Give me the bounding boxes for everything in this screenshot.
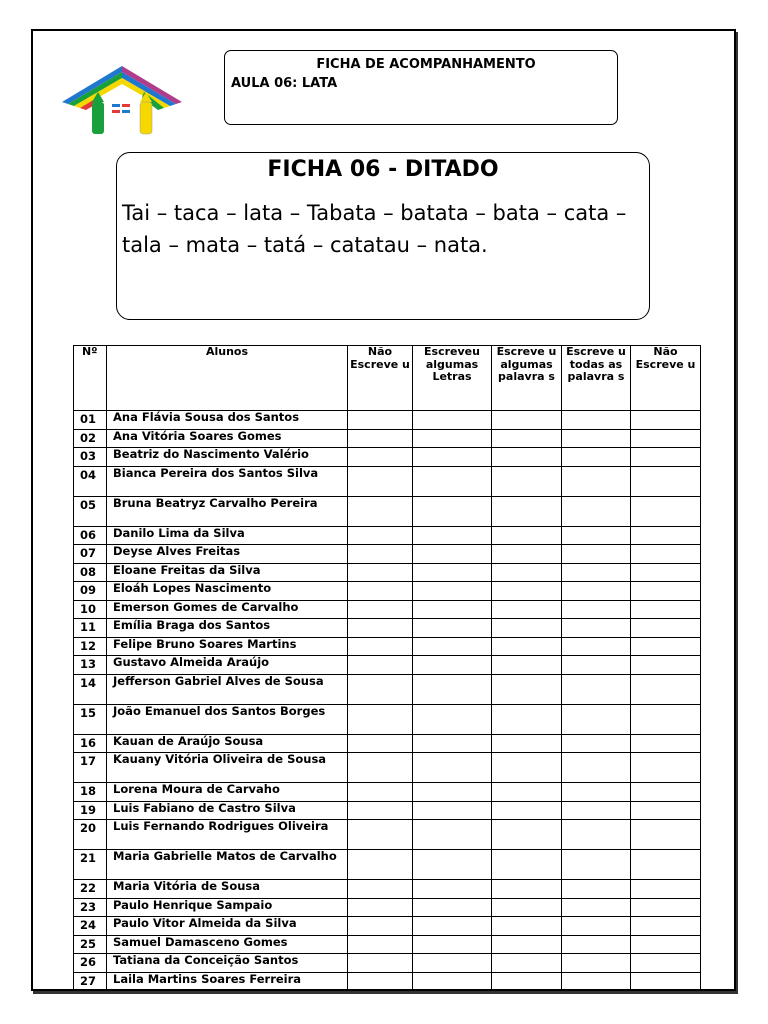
row-number: 21 xyxy=(74,850,107,880)
student-name: Ana Flávia Sousa dos Santos xyxy=(107,411,348,430)
dictation-box xyxy=(116,152,650,320)
cell-all-words[interactable] xyxy=(562,753,631,783)
table-row xyxy=(74,545,701,564)
cell-some-letters[interactable] xyxy=(413,753,492,783)
row-number: 10 xyxy=(74,600,107,619)
student-name: Paulo Henrique Sampaio xyxy=(107,898,348,917)
cell-all-words[interactable] xyxy=(562,972,631,991)
cell-some-words[interactable] xyxy=(492,753,562,783)
row-number: 18 xyxy=(74,783,107,802)
cell-some-letters[interactable] xyxy=(413,801,492,820)
table-row xyxy=(74,637,701,656)
cell-did-not-write[interactable] xyxy=(348,783,413,802)
row-number: 22 xyxy=(74,880,107,899)
cell-all-words[interactable] xyxy=(562,674,631,704)
cell-some-letters[interactable] xyxy=(413,411,492,430)
cell-did-not-write-2[interactable] xyxy=(631,753,701,783)
cell-did-not-write-2[interactable] xyxy=(631,954,701,973)
cell-some-words[interactable] xyxy=(492,783,562,802)
cell-some-letters[interactable] xyxy=(413,935,492,954)
row-number: 27 xyxy=(74,972,107,991)
cell-some-words[interactable] xyxy=(492,734,562,753)
cell-did-not-write[interactable] xyxy=(348,545,413,564)
cell-some-words[interactable] xyxy=(492,880,562,899)
cell-did-not-write[interactable] xyxy=(348,674,413,704)
cell-all-words[interactable] xyxy=(562,429,631,448)
cell-did-not-write-2[interactable] xyxy=(631,917,701,936)
cell-did-not-write[interactable] xyxy=(348,619,413,638)
cell-did-not-write-2[interactable] xyxy=(631,582,701,601)
cell-some-letters[interactable] xyxy=(413,917,492,936)
cell-did-not-write[interactable] xyxy=(348,526,413,545)
cell-did-not-write-2[interactable] xyxy=(631,820,701,850)
student-name: Emerson Gomes de Carvalho xyxy=(107,600,348,619)
student-name: Eloane Freitas da Silva xyxy=(107,563,348,582)
student-name: Lorena Moura de Carvaho xyxy=(107,783,348,802)
cell-did-not-write[interactable] xyxy=(348,801,413,820)
table-row xyxy=(74,411,701,430)
cell-some-words[interactable] xyxy=(492,801,562,820)
student-name: Beatriz do Nascimento Valério xyxy=(107,448,348,467)
row-number: 01 xyxy=(74,411,107,430)
cell-some-words[interactable] xyxy=(492,448,562,467)
table-row xyxy=(74,898,701,917)
cell-some-words[interactable] xyxy=(492,704,562,734)
cell-all-words[interactable] xyxy=(562,917,631,936)
cell-did-not-write[interactable] xyxy=(348,496,413,526)
cell-some-words[interactable] xyxy=(492,954,562,973)
table-row xyxy=(74,429,701,448)
cell-all-words[interactable] xyxy=(562,466,631,496)
cell-did-not-write[interactable] xyxy=(348,563,413,582)
cell-all-words[interactable] xyxy=(562,898,631,917)
header-number: Nº xyxy=(74,346,107,411)
table-row xyxy=(74,466,701,496)
cell-did-not-write-2[interactable] xyxy=(631,801,701,820)
cell-all-words[interactable] xyxy=(562,411,631,430)
cell-some-words[interactable] xyxy=(492,600,562,619)
cell-did-not-write-2[interactable] xyxy=(631,619,701,638)
cell-all-words[interactable] xyxy=(562,656,631,675)
cell-did-not-write-2[interactable] xyxy=(631,935,701,954)
cell-all-words[interactable] xyxy=(562,704,631,734)
cell-some-words[interactable] xyxy=(492,582,562,601)
row-number: 24 xyxy=(74,917,107,936)
cell-did-not-write-2[interactable] xyxy=(631,448,701,467)
cell-did-not-write-2[interactable] xyxy=(631,880,701,899)
cell-all-words[interactable] xyxy=(562,600,631,619)
cell-did-not-write[interactable] xyxy=(348,972,413,991)
cell-some-words[interactable] xyxy=(492,496,562,526)
student-name: Bianca Pereira dos Santos Silva xyxy=(107,466,348,496)
row-number: 08 xyxy=(74,563,107,582)
table-row xyxy=(74,850,701,880)
row-number: 09 xyxy=(74,582,107,601)
cell-did-not-write-2[interactable] xyxy=(631,972,701,991)
table-row xyxy=(74,880,701,899)
student-name: Ana Vitória Soares Gomes xyxy=(107,429,348,448)
cell-some-letters[interactable] xyxy=(413,582,492,601)
row-number: 20 xyxy=(74,820,107,850)
cell-did-not-write-2[interactable] xyxy=(631,600,701,619)
cell-did-not-write[interactable] xyxy=(348,880,413,899)
row-number: 14 xyxy=(74,674,107,704)
cell-some-letters[interactable] xyxy=(413,783,492,802)
cell-all-words[interactable] xyxy=(562,820,631,850)
student-name: Gustavo Almeida Araújo xyxy=(107,656,348,675)
student-name: Luis Fernando Rodrigues Oliveira xyxy=(107,820,348,850)
cell-some-words[interactable] xyxy=(492,820,562,850)
row-number: 11 xyxy=(74,619,107,638)
cell-did-not-write-2[interactable] xyxy=(631,466,701,496)
table-row xyxy=(74,563,701,582)
cell-did-not-write-2[interactable] xyxy=(631,545,701,564)
cell-all-words[interactable] xyxy=(562,582,631,601)
table-row xyxy=(74,582,701,601)
cell-did-not-write-2[interactable] xyxy=(631,496,701,526)
row-number: 15 xyxy=(74,704,107,734)
cell-did-not-write[interactable] xyxy=(348,637,413,656)
cell-did-not-write[interactable] xyxy=(348,734,413,753)
header-did-not-write: Não Escreve u xyxy=(348,346,413,411)
cell-some-words[interactable] xyxy=(492,656,562,675)
row-number: 26 xyxy=(74,954,107,973)
student-name: Jefferson Gabriel Alves de Sousa xyxy=(107,674,348,704)
student-name: Danilo Lima da Silva xyxy=(107,526,348,545)
header-box xyxy=(224,50,618,125)
cell-all-words[interactable] xyxy=(562,734,631,753)
table-row xyxy=(74,448,701,467)
row-number: 19 xyxy=(74,801,107,820)
cell-did-not-write[interactable] xyxy=(348,656,413,675)
row-number: 23 xyxy=(74,898,107,917)
student-name: Laila Martins Soares Ferreira xyxy=(107,972,348,991)
row-number: 16 xyxy=(74,734,107,753)
cell-some-letters[interactable] xyxy=(413,898,492,917)
cell-some-words[interactable] xyxy=(492,850,562,880)
row-number: 17 xyxy=(74,753,107,783)
cell-did-not-write[interactable] xyxy=(348,954,413,973)
cell-all-words[interactable] xyxy=(562,801,631,820)
cell-some-letters[interactable] xyxy=(413,563,492,582)
cell-some-letters[interactable] xyxy=(413,496,492,526)
cell-all-words[interactable] xyxy=(562,783,631,802)
cell-some-letters[interactable] xyxy=(413,545,492,564)
student-table xyxy=(73,345,701,991)
student-name: Eloáh Lopes Nascimento xyxy=(107,582,348,601)
table-row xyxy=(74,734,701,753)
header-students: Alunos xyxy=(107,346,348,411)
cell-did-not-write-2[interactable] xyxy=(631,429,701,448)
cell-all-words[interactable] xyxy=(562,880,631,899)
table-row xyxy=(74,820,701,850)
table-row xyxy=(74,496,701,526)
cell-did-not-write[interactable] xyxy=(348,935,413,954)
table-row xyxy=(74,954,701,973)
row-number: 06 xyxy=(74,526,107,545)
cell-some-letters[interactable] xyxy=(413,820,492,850)
cell-some-letters[interactable] xyxy=(413,619,492,638)
student-name: Emília Braga dos Santos xyxy=(107,619,348,638)
cell-did-not-write-2[interactable] xyxy=(631,563,701,582)
cell-some-letters[interactable] xyxy=(413,656,492,675)
student-name: Samuel Damasceno Gomes xyxy=(107,935,348,954)
cell-did-not-write[interactable] xyxy=(348,850,413,880)
cell-did-not-write-2[interactable] xyxy=(631,411,701,430)
row-number: 05 xyxy=(74,496,107,526)
cell-some-letters[interactable] xyxy=(413,880,492,899)
cell-some-words[interactable] xyxy=(492,935,562,954)
dictation-words: Tai – taca – lata – Tabata – batata – bata – cata – tala – mata – tatá – catatau – nata. xyxy=(122,201,627,257)
cell-did-not-write-2[interactable] xyxy=(631,850,701,880)
cell-did-not-write-2[interactable] xyxy=(631,526,701,545)
table-row xyxy=(74,704,701,734)
table-row xyxy=(74,526,701,545)
cell-did-not-write-2[interactable] xyxy=(631,674,701,704)
cell-some-letters[interactable] xyxy=(413,972,492,991)
cell-did-not-write-2[interactable] xyxy=(631,783,701,802)
table-row xyxy=(74,674,701,704)
cell-some-letters[interactable] xyxy=(413,850,492,880)
cell-did-not-write[interactable] xyxy=(348,448,413,467)
lesson-label: AULA 06: LATA xyxy=(231,76,338,91)
cell-some-words[interactable] xyxy=(492,898,562,917)
cell-some-words[interactable] xyxy=(492,637,562,656)
cell-some-words[interactable] xyxy=(492,545,562,564)
table-row xyxy=(74,801,701,820)
table-row xyxy=(74,753,701,783)
cell-some-words[interactable] xyxy=(492,411,562,430)
cell-some-words[interactable] xyxy=(492,674,562,704)
cell-did-not-write[interactable] xyxy=(348,820,413,850)
cell-all-words[interactable] xyxy=(562,619,631,638)
cell-all-words[interactable] xyxy=(562,637,631,656)
student-name: Kauany Vitória Oliveira de Sousa xyxy=(107,753,348,783)
cell-did-not-write-2[interactable] xyxy=(631,898,701,917)
cell-did-not-write[interactable] xyxy=(348,411,413,430)
cell-did-not-write[interactable] xyxy=(348,600,413,619)
header-wrote-all-words: Escreve u todas as palavra s xyxy=(562,346,631,411)
cell-all-words[interactable] xyxy=(562,496,631,526)
cell-did-not-write-2[interactable] xyxy=(631,704,701,734)
table-header-row xyxy=(74,346,701,411)
cell-some-letters[interactable] xyxy=(413,674,492,704)
cell-did-not-write[interactable] xyxy=(348,917,413,936)
cell-all-words[interactable] xyxy=(562,850,631,880)
student-name: Kauan de Araújo Sousa xyxy=(107,734,348,753)
row-number: 02 xyxy=(74,429,107,448)
row-number: 12 xyxy=(74,637,107,656)
cell-did-not-write[interactable] xyxy=(348,429,413,448)
cell-did-not-write[interactable] xyxy=(348,753,413,783)
cell-all-words[interactable] xyxy=(562,954,631,973)
cell-some-letters[interactable] xyxy=(413,734,492,753)
cell-some-letters[interactable] xyxy=(413,466,492,496)
cell-some-letters[interactable] xyxy=(413,704,492,734)
table-row xyxy=(74,783,701,802)
cell-some-letters[interactable] xyxy=(413,637,492,656)
student-name: Deyse Alves Freitas xyxy=(107,545,348,564)
header-wrote-some-letters: Escreveu algumas Letras xyxy=(413,346,492,411)
cell-did-not-write-2[interactable] xyxy=(631,656,701,675)
cell-did-not-write-2[interactable] xyxy=(631,637,701,656)
table-row xyxy=(74,917,701,936)
cell-all-words[interactable] xyxy=(562,935,631,954)
cell-did-not-write[interactable] xyxy=(348,704,413,734)
student-name: Bruna Beatryz Carvalho Pereira xyxy=(107,496,348,526)
cell-all-words[interactable] xyxy=(562,448,631,467)
cell-all-words[interactable] xyxy=(562,526,631,545)
row-number: 03 xyxy=(74,448,107,467)
row-number: 07 xyxy=(74,545,107,564)
sheet-title: FICHA DE ACOMPANHAMENTO xyxy=(316,57,536,72)
cell-some-words[interactable] xyxy=(492,972,562,991)
table-row xyxy=(74,972,701,991)
cell-some-words[interactable] xyxy=(492,917,562,936)
cell-some-words[interactable] xyxy=(492,526,562,545)
cell-some-letters[interactable] xyxy=(413,429,492,448)
cell-some-letters[interactable] xyxy=(413,526,492,545)
cell-some-words[interactable] xyxy=(492,619,562,638)
row-number: 04 xyxy=(74,466,107,496)
cell-did-not-write-2[interactable] xyxy=(631,734,701,753)
student-name: Maria Vitória de Sousa xyxy=(107,880,348,899)
table-row xyxy=(74,600,701,619)
cell-did-not-write[interactable] xyxy=(348,466,413,496)
student-name: Maria Gabrielle Matos de Carvalho xyxy=(107,850,348,880)
student-name: Felipe Bruno Soares Martins xyxy=(107,637,348,656)
cell-some-words[interactable] xyxy=(492,563,562,582)
student-name: Luis Fabiano de Castro Silva xyxy=(107,801,348,820)
cell-did-not-write[interactable] xyxy=(348,898,413,917)
cell-some-letters[interactable] xyxy=(413,600,492,619)
cell-some-letters[interactable] xyxy=(413,448,492,467)
student-name: Tatiana da Conceição Santos xyxy=(107,954,348,973)
row-number: 13 xyxy=(74,656,107,675)
table-row xyxy=(74,656,701,675)
cell-some-letters[interactable] xyxy=(413,954,492,973)
table-row xyxy=(74,935,701,954)
header-did-not-write-2: Não Escreve u xyxy=(631,346,701,411)
cell-did-not-write[interactable] xyxy=(348,582,413,601)
dictation-title: FICHA 06 - DITADO xyxy=(267,157,499,182)
cell-all-words[interactable] xyxy=(562,563,631,582)
header-wrote-some-words: Escreve u algumas palavra s xyxy=(492,346,562,411)
cell-all-words[interactable] xyxy=(562,545,631,564)
cell-some-words[interactable] xyxy=(492,466,562,496)
cell-some-words[interactable] xyxy=(492,429,562,448)
student-name: Paulo Vitor Almeida da Silva xyxy=(107,917,348,936)
row-number: 25 xyxy=(74,935,107,954)
house-pencils-logo-icon xyxy=(60,62,184,138)
student-name: João Emanuel dos Santos Borges xyxy=(107,704,348,734)
table-row xyxy=(74,619,701,638)
